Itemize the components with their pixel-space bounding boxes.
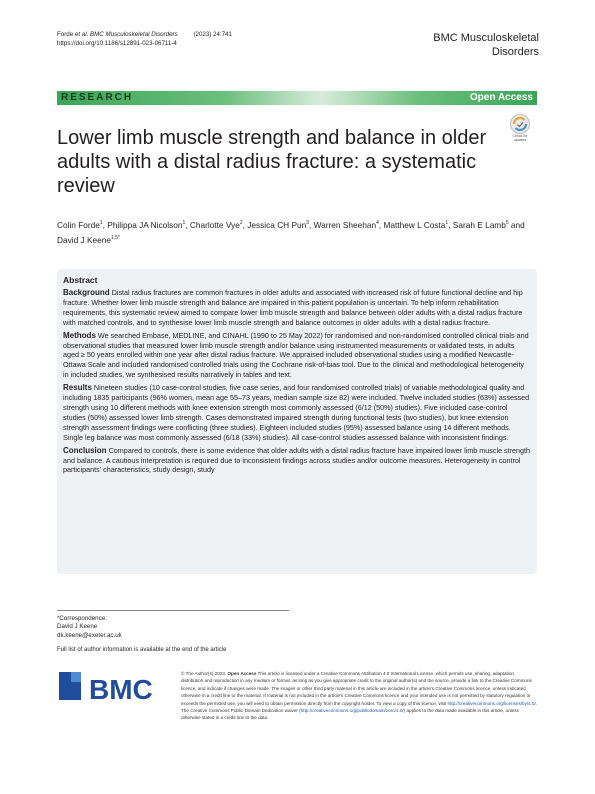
affiliation-ref[interactable]: 1 (182, 220, 186, 226)
citation-year: (2023) 24:741 (193, 31, 232, 38)
affiliation-ref[interactable]: 5 (505, 220, 509, 226)
correspondence-block (57, 610, 289, 640)
open-access-bold: Open Access (227, 671, 257, 676)
bmc-logo (57, 666, 167, 706)
correspondence-email[interactable]: dk.keene@exeter.ac.uk (57, 631, 122, 639)
author: Colin Forde (57, 219, 100, 230)
affiliation-ref[interactable]: 4 (376, 220, 379, 226)
correspondence-name: David J Keene (57, 623, 98, 631)
license-text-2: . The Creative Commons Public Domain Dedication waiver ( (181, 700, 538, 714)
abstract-conclusion (63, 446, 531, 476)
methods-text: We searched Embase, MEDLINE, and CINAHL (1990 to 25 May 2022) for randomised and non-randomised controlled clinical trials and observational studies that measured lower limb muscle strength and/or balance using instrumented measurements or validated tests, in adults aged ≥ 50 years enrolled within one year after distal radius fracture. We appraised included observational studies using a modified Newcastle-Ottawa Scale and included randomised controlled trials using the Cochrane risk-of-bias tool. Due to the clinical and methodological heterogeneity in included studies, we synthesised results narratively in tables and text. (63, 330, 529, 380)
background-label: Background (63, 288, 110, 297)
background-text: Distal radius fractures are common fractures in older adults and associated with increased risk of future functional decline and hip fracture. Whether lower limb muscle strength and balance are impaired in this patient population is uncertain. To help inform rehabilitation requirements, this systematic review aimed to compare lower limb muscle strength and balance between older adults with a distal radius fracture with matched controls, and to synthesise lower limb muscle strength and balance outcomes in older adults with a distal radius fracture. (63, 288, 523, 327)
conclusion-text: Compared to controls, there is some evidence that older adults with a distal radius fracture have impaired lower limb muscle strength and balance. A cautious interpretation is required due to inconsistent findings across studies and/or outcome measures. Heterogeneity in control participants' characteristics, study design, study (63, 445, 531, 475)
citation-journal: et al. BMC Musculoskeletal Disorders (74, 31, 178, 38)
check-for-updates-badge[interactable] (505, 112, 535, 145)
author-info-note: Full list of author information is available at the end of the article (57, 647, 227, 653)
results-label: Results (63, 383, 92, 393)
affiliation-ref[interactable]: 1 (99, 220, 103, 226)
citation-line (57, 31, 232, 39)
abstract-results (63, 383, 531, 442)
journal-name-line2: Disorders (491, 46, 539, 58)
affiliation-ref[interactable]: 2 (239, 220, 243, 226)
license-text-1: This article is licensed under a Creative Commons Attribution 4.0 International License, which permits use, sharing, adaptation, distribution and reproduction in any medium or format, as long as you give appropriate credit to the original author(s) and the source, provide a link to the Creative Commons licence, and indicate if changes were made. The images or other third party material in this article are included in the article's Creative Commons licence, unless indicated otherwise in a credit line to the material. If material is not included in the article's Creative Commons licence and your intended use is not permitted by statutory regulation or exceeds the permitted use, you will need to obtain permission directly from the copyright holder. To view a copy of this licence, visit (181, 671, 532, 706)
bmc-logo-mark-icon (57, 666, 167, 706)
license-link-by[interactable]: http://creativecommons.org/licenses/by/4.0/ (447, 700, 536, 706)
affiliation-ref[interactable]: 1,5* (110, 234, 120, 241)
author-list (57, 217, 527, 247)
abstract-heading: Abstract (63, 275, 98, 285)
abstract-box (57, 269, 537, 574)
author: , Matthew L Costa (378, 219, 446, 230)
doi-link[interactable]: https://doi.org/10.1186/s12891-023-06711-4 (57, 40, 177, 47)
abstract-background (63, 288, 531, 328)
journal-name (433, 31, 539, 59)
journal-name-line1: BMC Musculoskeletal (433, 32, 539, 44)
bmc-logo-text: BMC (89, 674, 153, 705)
article-title: Lower limb muscle strength and balance in older adults with a distal radius fracture: a systematic review (57, 127, 487, 197)
author: , Sarah E Lamb (448, 219, 506, 230)
affiliation-ref[interactable]: 3 (306, 220, 310, 226)
affiliation-ref[interactable]: 1 (445, 220, 449, 226)
author: , Charlotte Vye (185, 219, 240, 230)
check-updates-line1: Check for (512, 134, 528, 138)
author: , Philippa JA Nicolson (102, 219, 183, 230)
license-text-3: ) applies to the data made available in this article, unless otherwise stated in a credit line to the data. (181, 708, 519, 721)
copyright-text: © The Author(s) 2023. (181, 671, 227, 676)
open-access-label: Open Access (470, 92, 533, 103)
author: and David J Keene (57, 219, 525, 245)
correspondence-label: *Correspondence: (57, 615, 107, 622)
license-statement (181, 670, 538, 722)
check-updates-line2: updates (513, 138, 527, 142)
results-text: Nineteen studies (10 case-control studies, five case series, and four randomised controlled trials) of variable methodological quality and including 1835 participants (96% women, mean age 55–73 years, median sample size 82) were included. Twelve included studies (63%) assessed strength using 10 different methods with knee extension strength most commonly assessed (6/12 (50%) studies). Five included case-control studies (50%) assessed lower limb strength. Cases demonstrated impaired strength during functional tests (two studies), but knee extension strength assessment findings were conflicting (three studies). Eighteen included studies (95%) assessed balance using 14 different methods. Single leg balance was most commonly assessed (6/18 (33%) studies). All case-control studies assessed balance with inconsistent findings. (63, 383, 530, 442)
abstract-methods (63, 331, 531, 381)
citation-prefix: Forde (57, 31, 75, 38)
author: , Warren Sheehan (309, 219, 377, 230)
license-link-zero[interactable]: http://creativecommons.org/publicdomain/zero/1.0/ (300, 708, 404, 714)
section-label: RESEARCH (61, 92, 134, 103)
methods-label: Methods (63, 330, 96, 340)
author: , Jessica CH Pun (242, 219, 307, 230)
article-type-banner (57, 91, 537, 105)
conclusion-label: Conclusion (63, 445, 107, 455)
